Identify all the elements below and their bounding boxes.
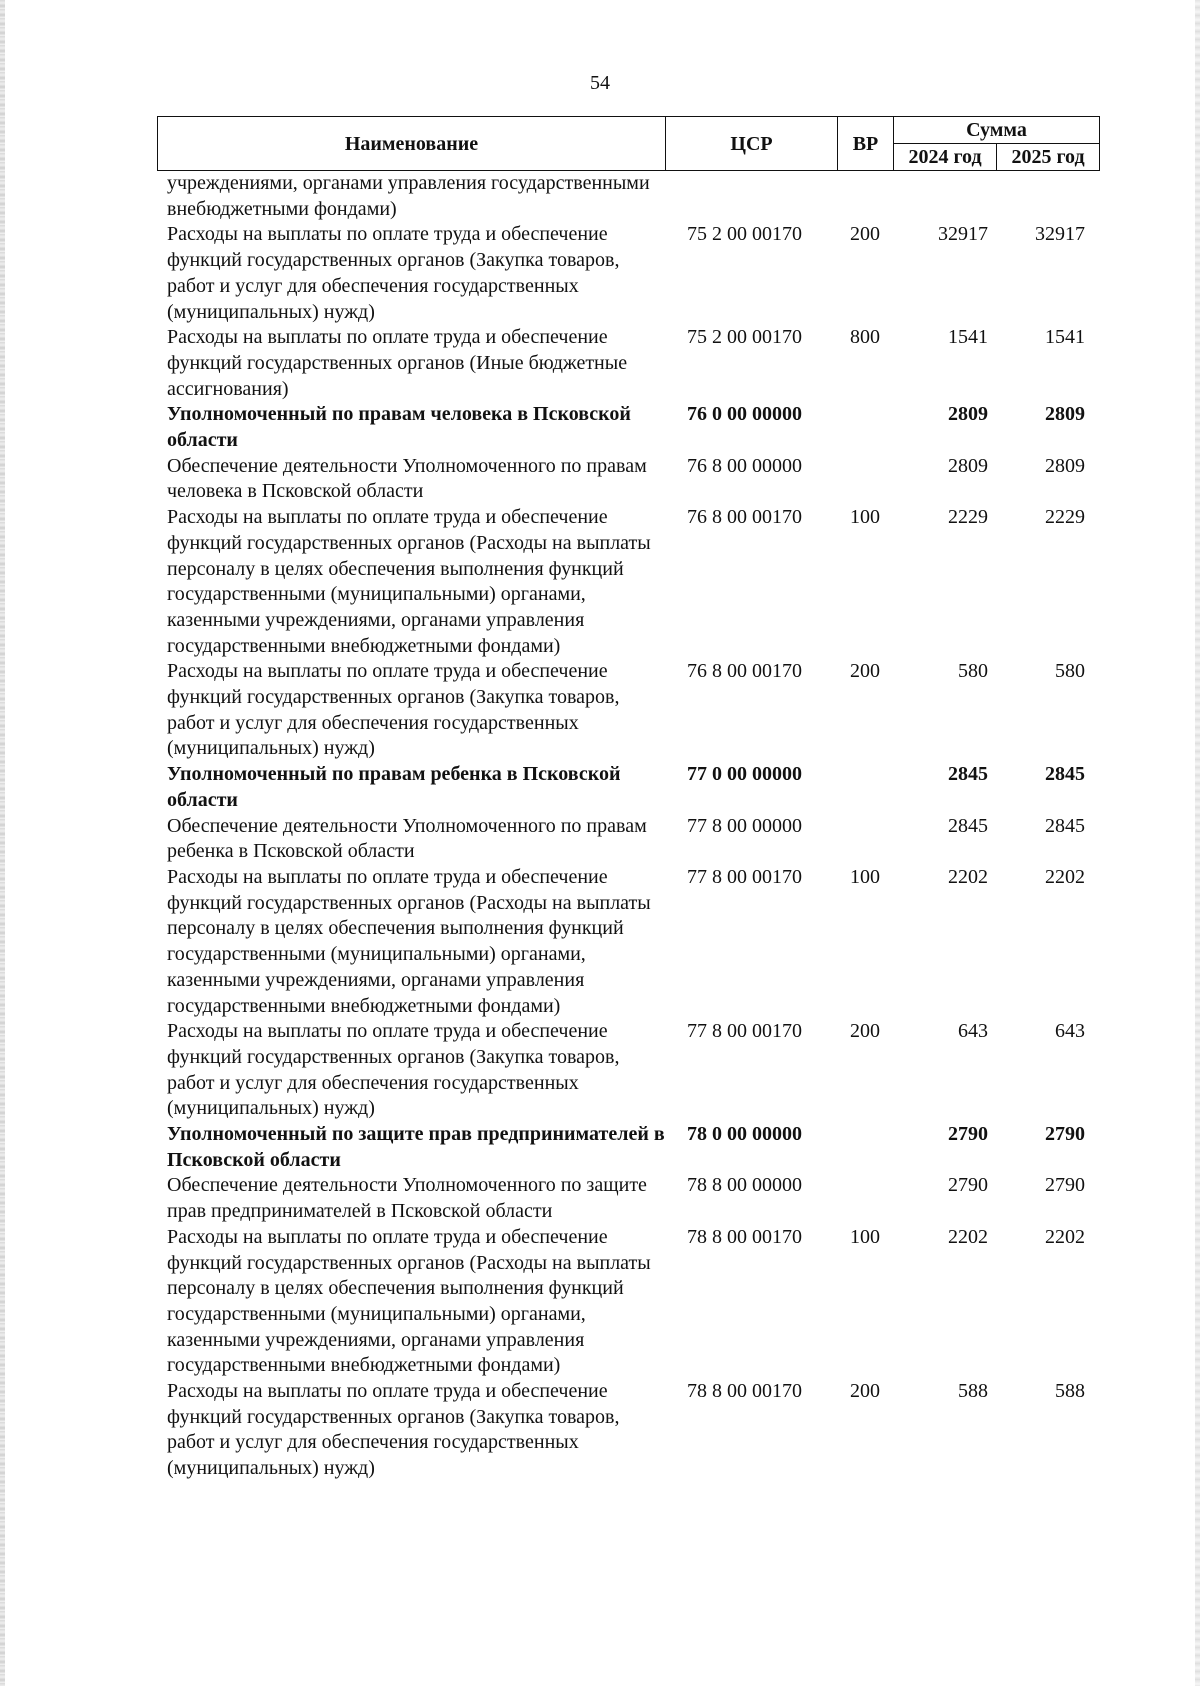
row-sum-2024: 2202 [948,865,988,888]
row-csr: 78 8 00 00000 [687,1174,802,1197]
row-name: Уполномоченный по защите прав предпринимателей в Псковской области [167,1123,665,1171]
row-sum-2025: 588 [1055,1380,1085,1403]
row-sum-2024: 32917 [938,223,988,246]
row-sum-2024: 580 [958,660,988,683]
row-csr: 75 2 00 00170 [687,223,802,246]
header-vr: ВР [838,117,894,171]
row-vr [837,402,893,453]
row-name: Расходы на выплаты по оплате труда и обеспечение функций государственных органов (Закупка товаров, работ и услуг для обеспечения государственных (муниципальных) нужд) [167,223,620,323]
row-name: Обеспечение деятельности Уполномоченного по правам ребенка в Псковской области [167,814,647,863]
row-sum-2025: 2202 [1045,865,1085,888]
page-number: 54 [590,72,610,94]
row-csr [665,171,837,222]
table-row-section [157,402,1099,453]
row-sum-2024: 588 [958,1380,988,1403]
row-sum-2024: 2790 [948,1174,988,1197]
header-sum: Сумма [894,117,1100,144]
row-vr: 100 [850,506,880,529]
row-csr: 78 0 00 00000 [687,1123,802,1146]
row-name: Расходы на выплаты по оплате труда и обеспечение функций государственных органов (Закупка товаров, работ и услуг для обеспечения государственных (муниципальных) нужд) [167,1380,620,1480]
row-name: Уполномоченный по правам ребенка в Псковской области [167,763,621,811]
row-sum-2025: 2790 [1045,1174,1085,1197]
scan-edge-left [0,0,5,1686]
row-csr: 77 8 00 00170 [687,1020,802,1043]
budget-table [157,171,1099,1482]
row-sum-2025: 1541 [1045,326,1085,349]
row-name: Обеспечение деятельности Уполномоченного по защите прав предпринимателей в Псковской области [167,1174,647,1223]
row-vr: 200 [850,660,880,683]
row-sum-2024 [893,171,996,222]
row-csr: 78 8 00 00170 [687,1225,802,1248]
row-sum-2024: 2229 [948,506,988,529]
table-row [157,505,1099,659]
table-row-section [157,762,1099,813]
row-sum-2024: 2202 [948,1225,988,1248]
row-sum-2025: 32917 [1035,223,1085,246]
table-row [157,1225,1099,1379]
row-vr: 200 [850,1020,880,1043]
row-vr [837,814,893,865]
table-header [157,116,1100,171]
budget-table-body [157,171,1099,1482]
row-csr: 78 8 00 00170 [687,1380,802,1403]
table-row [157,325,1099,402]
table-row [157,171,1099,222]
row-sum-2025: 2845 [1045,814,1085,837]
header-year-2025: 2025 год [997,144,1100,171]
table-row [157,814,1099,865]
row-sum-2024: 2790 [948,1123,988,1146]
header-name: Наименование [158,117,666,171]
row-sum-2025: 580 [1055,660,1085,683]
row-csr: 77 8 00 00000 [687,814,802,837]
row-vr: 200 [850,223,880,246]
row-sum-2024: 2809 [948,454,988,477]
table-row [157,1173,1099,1224]
row-name: Расходы на выплаты по оплате труда и обеспечение функций государственных органов (Расходы на выплаты персоналу в целях обеспечения выполнения функций государственными (муниципальными) органами, казенными учреждениями, органами управления государственными внебюджетными фондами) [167,506,651,657]
row-sum-2024: 643 [958,1020,988,1043]
row-csr: 77 8 00 00170 [687,865,802,888]
row-vr: 100 [850,1225,880,1248]
header-csr: ЦСР [666,117,838,171]
row-csr: 76 8 00 00170 [687,660,802,683]
row-sum-2024: 2845 [948,763,988,786]
row-sum-2025: 2809 [1045,403,1085,426]
row-name: учреждениями, органами управления государственными внебюджетными фондами) [167,172,650,220]
row-csr: 75 2 00 00170 [687,326,802,349]
table-row [157,865,1099,1019]
row-name: Расходы на выплаты по оплате труда и обеспечение функций государственных органов (Расходы на выплаты персоналу в целях обеспечения выполнения функций государственными (муниципальными) органами, казенными учреждениями, органами управления государственными внебюджетными фондами) [167,1225,651,1377]
row-csr: 76 8 00 00170 [687,506,802,529]
scan-edge-right [1195,0,1200,1686]
table-row [157,1019,1099,1122]
table-row [157,659,1099,762]
table-row [157,454,1099,505]
row-name: Уполномоченный по правам человека в Псковской области [167,403,631,452]
row-vr [837,1122,893,1173]
row-csr: 76 8 00 00000 [687,454,802,477]
table-row [157,1379,1099,1482]
row-vr [837,762,893,813]
row-vr [837,171,893,222]
table-row [157,222,1099,325]
row-sum-2025: 2790 [1045,1123,1085,1146]
header-year-2024: 2024 год [894,144,997,171]
row-vr: 800 [850,326,880,349]
row-sum-2025: 2845 [1045,763,1085,786]
row-vr [837,1173,893,1224]
row-sum-2025: 2809 [1045,454,1085,477]
row-name: Расходы на выплаты по оплате труда и обеспечение функций государственных органов (Закупка товаров, работ и услуг для обеспечения государственных (муниципальных) нужд) [167,660,620,760]
row-name: Расходы на выплаты по оплате труда и обеспечение функций государственных органов (Иные бюджетные ассигнования) [167,326,628,400]
row-name: Расходы на выплаты по оплате труда и обеспечение функций государственных органов (Закупка товаров, работ и услуг для обеспечения государственных (муниципальных) нужд) [167,1020,620,1120]
table-row-section [157,1122,1099,1173]
row-name: Обеспечение деятельности Уполномоченного по правам человека в Псковской области [167,454,647,503]
row-csr: 76 0 00 00000 [687,403,802,426]
row-sum-2024: 1541 [948,326,988,349]
row-csr: 77 0 00 00000 [687,763,802,786]
row-vr: 100 [850,865,880,888]
row-vr: 200 [850,1380,880,1403]
row-sum-2024: 2845 [948,814,988,837]
row-name: Расходы на выплаты по оплате труда и обеспечение функций государственных органов (Расходы на выплаты персоналу в целях обеспечения выполнения функций государственными (муниципальными) органами, казенными учреждениями, органами управления государственными внебюджетными фондами) [167,865,651,1017]
row-sum-2024: 2809 [948,403,988,426]
row-sum-2025 [996,171,1099,222]
row-sum-2025: 643 [1055,1020,1085,1043]
row-sum-2025: 2202 [1045,1225,1085,1248]
row-sum-2025: 2229 [1045,506,1085,529]
row-vr [837,454,893,505]
